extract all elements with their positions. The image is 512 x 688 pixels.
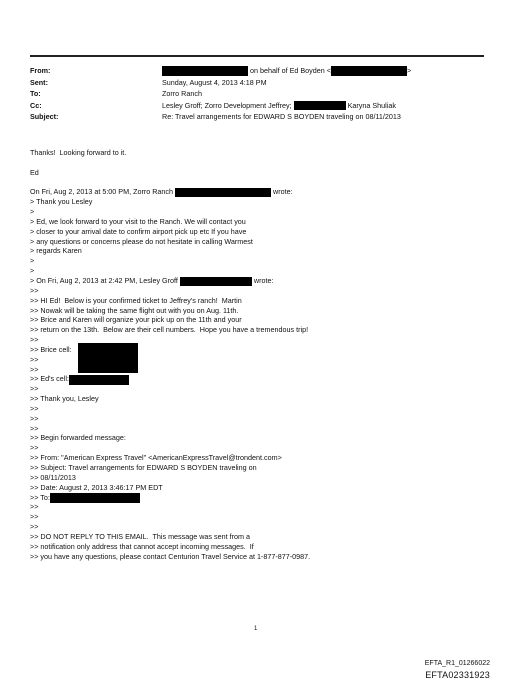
- body-line: >> Subject: Travel arrangements for EDWARD S BOYDEN traveling on: [30, 463, 257, 472]
- body-line: >>: [30, 285, 39, 295]
- body-line: Thanks! Looking forward to it.: [30, 148, 127, 157]
- to-row: [30, 88, 490, 100]
- body-line: >> To:: [30, 493, 490, 503]
- redaction-box: [50, 493, 140, 503]
- bates-id-secondary: EFTA02331923: [425, 670, 490, 680]
- body-line: >> Date: August 2, 2013 3:46:17 PM EDT: [30, 482, 163, 492]
- body-line: Ed: [30, 167, 39, 177]
- email-header: [30, 65, 490, 123]
- redaction-box: [175, 188, 271, 197]
- body-line: >>: [30, 403, 39, 413]
- body-line: >> Thank you, Lesley: [30, 394, 99, 404]
- body-line: >>: [30, 413, 39, 423]
- body-line: >> Begin forwarded message:: [30, 433, 126, 443]
- body-line: >>: [30, 423, 39, 433]
- body-line: > any questions or concerns please do not hesitate in calling Warmest: [30, 236, 253, 246]
- from-close: >: [406, 66, 412, 75]
- to-value: Zorro Ranch: [162, 89, 202, 99]
- body-line: >> notification only address that cannot accept incoming messages. If: [30, 541, 254, 551]
- body-line: >>: [30, 512, 39, 522]
- email-body: [30, 148, 490, 561]
- body-line: >> From: "American Express Travel" <AmericanExpressTravel@trondent.com>: [30, 453, 282, 463]
- redaction-box: [78, 343, 138, 373]
- redaction-box: [180, 277, 252, 286]
- sent-value: Sunday, August 4, 2013 4:18 PM: [162, 77, 267, 87]
- cc-value-b: Karyna Shuliak: [347, 100, 396, 110]
- sent-label: Sent:: [30, 77, 48, 87]
- body-line: >>: [30, 364, 39, 374]
- body-line: >>: [30, 522, 39, 532]
- subject-label: Subject:: [30, 112, 59, 122]
- from-value: on behalf of Ed Boyden <: [250, 66, 331, 75]
- body-line: >: [30, 266, 35, 276]
- body-line: >> Brice and Karen will organize your pick up on the 11th and your: [30, 315, 242, 325]
- redaction-box: [162, 66, 248, 76]
- redaction-box: [294, 101, 346, 110]
- body-line: > Ed, we look forward to your visit to the Ranch. We will contact you: [30, 216, 246, 226]
- page-number: 1: [254, 626, 258, 632]
- body-line: >: [30, 256, 35, 266]
- body-line: >> DO NOT REPLY TO THIS EMAIL. This message was sent from a: [30, 531, 250, 541]
- body-line: >>: [30, 384, 39, 394]
- to-label: To:: [30, 89, 41, 99]
- body-line: > On Fri, Aug 2, 2013 at 2:42 PM, Lesley Groff wrote:: [30, 275, 274, 285]
- body-line: >>: [30, 335, 39, 345]
- subject-value: Re: Travel arrangements for EDWARD S BOYDEN traveling on 08/11/2013: [162, 112, 401, 122]
- cc-row: [30, 100, 490, 112]
- redaction-box: [331, 66, 407, 76]
- body-line: > Thank you Lesley: [30, 197, 93, 207]
- sent-row: [30, 77, 490, 89]
- body-line: >: [30, 207, 35, 217]
- body-line: > closer to your arrival date to confirm airport pick up etc If you have: [30, 226, 247, 236]
- body-line: >>: [30, 443, 39, 453]
- body-line: >> HI Ed! Below is your confirmed ticket to Jeffrey's ranch! Martin: [30, 295, 242, 305]
- from-label: From:: [30, 66, 51, 75]
- body-line: >> Ed's cell:: [30, 374, 490, 384]
- redaction-box: [69, 375, 129, 385]
- body-line: On Fri, Aug 2, 2013 at 5:00 PM, Zorro Ranch wrote:: [30, 187, 293, 197]
- header-rule: [30, 55, 484, 57]
- body-line: >>: [30, 354, 39, 364]
- cc-label: Cc:: [30, 100, 42, 110]
- bates-id-primary: EFTA_R1_01266022: [424, 660, 490, 667]
- body-line: >> you have any questions, please contact Centurion Travel Service at 1-877-877-0987.: [30, 551, 311, 561]
- body-line: >> Nowak will be taking the same flight out with you on Aug. 11th.: [30, 305, 239, 315]
- from-row: [30, 65, 490, 77]
- body-line: >> Brice cell:: [30, 345, 490, 355]
- subject-row: [30, 111, 490, 123]
- cc-value-a: Lesley Groff; Zorro Development Jeffrey;: [162, 100, 292, 110]
- body-line: > regards Karen: [30, 246, 82, 256]
- body-line: >>: [30, 502, 39, 512]
- body-line: >> 08/11/2013: [30, 472, 76, 482]
- body-line: >> return on the 13th. Below are their cell numbers. Hope you have a tremendous trip!: [30, 325, 309, 335]
